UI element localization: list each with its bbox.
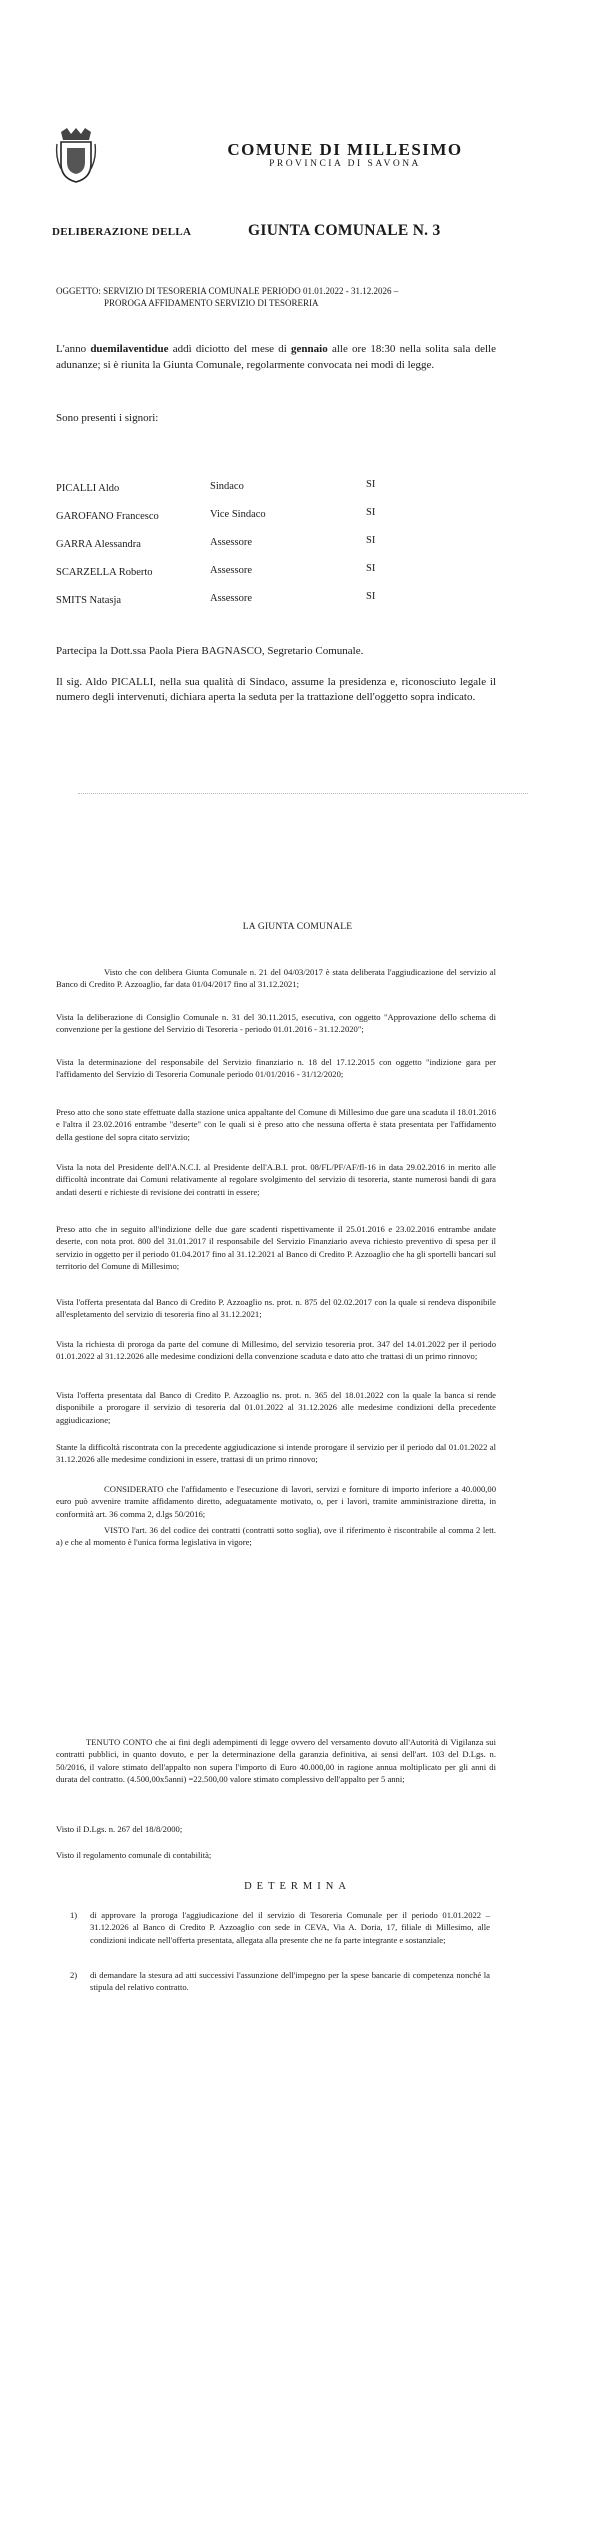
intro-text-2: addì diciotto del mese di (168, 343, 292, 355)
comune-crest (55, 126, 97, 184)
provincia-subtitle: PROVINCIA DI SAVONA (269, 159, 421, 169)
body-paragraph: Preso atto che sono state effettuate dalla stazione unica appaltante del Comune di Millesimo due gare una scaduta il 18.01.2016 e l'altra il 23.02.2016 entrambe "deserte" con le quali si è preso atto che nessuna offerta è stata presentata per l'affidamento della gestione del sopra citato servizio; (56, 1107, 496, 1142)
la-giunta-heading: LA GIUNTA COMUNALE (242, 922, 353, 932)
body-paragraph: Preso atto che in seguito all'indizione delle due gare scadenti rispettivamente il 25.01.2016 e 23.02.2016 entrambe andate deserte, con nota prot. 800 del 31.01.2017 il responsabile del Servizio Finanziario aveva richiesto preventivo di spesa per il servizio in oggetto per il periodo 01.04.2017 fino al 31.12.2021 al Banco di Credito P. Azzoaglio che ha gli sportelli bancari sul territorio del Comune di Millesimo; (56, 1224, 496, 1272)
intro-text-3: alle ore 18:30 nella solita sala delle adunanze; si è riunita la Giunta Comunale, regolarmente convocata nei modi di legge. (56, 343, 496, 371)
body-paragraph: CONSIDERATO che l'affidamento e l'esecuzione di lavori, servizi e forniture di importo inferiore a 40.000,00 euro può avvenire tramite affidamento diretto, adeguatamente motivato, o, per i lavori, tramite amministrazione diretta, in conformità art. 36 comma 2, d.lgs 50/2016; (56, 1484, 496, 1519)
list-item-text: di approvare la proroga l'aggiudicazione del il servizio di Tesoreria Comunale per il periodo 01.01.2022 – 31.12.2026 al Banco di Credito P. Azzoaglio con sede in CEVA, Via A. Doria, 17, filiale di Millesimo, alle condizioni indicate nell'offerta presentata, allegata alla presente che ne fa parte integrante e sostanziale; (90, 1910, 490, 1945)
body-paragraph: Vista la deliberazione di Consiglio Comunale n. 31 del 30.11.2015, esecutiva, con oggetto "Approvazione dello schema di convenzione per la gestione del Servizio di Tesoreria - periodo 01.01.2016 - 31.12.2020"; (56, 1012, 496, 1035)
intro-paragraph (56, 342, 496, 373)
member-role: Assessore (210, 593, 252, 604)
body-paragraph: Vista l'offerta presentata dal Banco di Credito P. Azzoaglio ns. prot. n. 875 del 02.02.2017 con la quale si rendeva disponibile all'espletamento del servizio di tesoreria fino al 31.12.2021; (56, 1297, 496, 1320)
member-name: GARRA Alessandra (56, 539, 141, 550)
member-role: Vice Sindaco (210, 509, 266, 520)
presidenza-paragraph: Il sig. Aldo PICALLI, nella sua qualità di Sindaco, assume la presidenza e, riconosciuto legale il numero degli intervenuti, dichiara aperta la seduta per la trattazione dell'oggetto sopra indicato. (56, 676, 496, 703)
body-paragraph: Vista la nota del Presidente dell'A.N.C.I. al Presidente dell'A.B.I. prot. 08/FL/PF/AF/fl-16 in data 29.02.2016 in merito alle difficoltà incontrate dai Comuni relativamente al regolare svolgimento del servizio di tesoreria, stante numerosi bandi di gara andati deserti e richieste di revisione dei contratti in essere; (56, 1162, 496, 1197)
member-present: SI (366, 507, 376, 518)
member-role: Assessore (210, 565, 252, 576)
list-item-text: di demandare la stesura ad atti successivi l'assunzione dell'impegno per la spese bancarie di competenza nonché la stipula del relativo contratto. (90, 1970, 490, 1993)
list-item-number: 1) (70, 1910, 78, 1920)
oggetto-line-1: OGGETTO: SERVIZIO DI TESORERIA COMUNALE PERIODO 01.01.2022 - 31.12.2026 – (56, 286, 399, 296)
body-paragraph: Visto il D.Lgs. n. 267 del 18/8/2000; (56, 1824, 183, 1834)
presenti-label: Sono presenti i signori: (56, 412, 159, 424)
comune-title: COMUNE DI MILLESIMO (227, 140, 463, 159)
dotted-separator (78, 793, 528, 794)
member-present: SI (366, 535, 376, 546)
body-paragraph: TENUTO CONTO che ai fini degli adempimenti di legge ovvero del versamento dovuto all'Autorità di Vigilanza sui contratti pubblici, in quanto dovuto, e per la determinazione della garanzia definitiva, ai sensi dell'art. 103 del D.Lgs. n. 50/2016, il valore stimato dell'appalto non supera l'importo di Euro 40.000,00 in ragione annua moltiplicato per gli anni di durata del contratto. (4.500,00x5anni) =22.500,00 valore stimato complessivo dell'appalto per 5 anni; (56, 1737, 496, 1785)
intro-year: duemilaventidue (90, 343, 169, 355)
segretario-paragraph: Partecipa la Dott.ssa Paola Piera BAGNASCO, Segretario Comunale. (56, 645, 364, 657)
member-role: Assessore (210, 537, 252, 548)
body-paragraph: Vista l'offerta presentata dal Banco di Credito P. Azzoaglio ns. prot. n. 365 del 18.01.2022 con la quale la banca si rende disponibile a prorogare il servizio di tesoreria dal 01.01.2022 al 31.12.2026 alle medesime condizioni della precedente aggiudicazione; (56, 1390, 496, 1425)
member-name: PICALLI Aldo (56, 483, 120, 494)
intro-month: gennaio (291, 343, 328, 355)
body-paragraph: Stante la difficoltà riscontrata con la precedente aggiudicazione si intende prorogare il servizio per il periodo dal 01.01.2022 al 31.12.2026 alle medesime condizioni in essere, trattasi di un primo rinnovo; (56, 1442, 496, 1465)
body-paragraph: VISTO l'art. 36 del codice dei contratti (contratti sotto soglia), ove il riferimento è riscontrabile al comma 2 lett. a) e che al momento è l'unica forma legislativa in vigore; (56, 1525, 496, 1548)
member-role: Sindaco (210, 481, 244, 492)
member-name: SMITS Natasja (56, 595, 122, 606)
determina-heading: DETERMINA (244, 1881, 351, 1892)
intro-text-1: L'anno (56, 343, 91, 355)
member-present: SI (366, 563, 376, 574)
deliberazione-label: DELIBERAZIONE DELLA (52, 226, 192, 238)
member-present: SI (366, 591, 376, 602)
body-paragraph: Vista la determinazione del responsabile del Servizio finanziario n. 18 del 17.12.2015 con oggetto "indizione gara per l'affidamento del Servizio di Tesoreria Comunale periodo 01/01/2016 - 31/12/2020; (56, 1057, 496, 1080)
list-item-number: 2) (70, 1970, 78, 1980)
body-paragraph: Visto che con delibera Giunta Comunale n. 21 del 04/03/2017 è stata deliberata l'aggiudicazione del servizio al Banco di Credito P. Azzoaglio, far data 01/04/2017 fino al 31.12.2021; (56, 967, 496, 990)
oggetto-line-2: PROROGA AFFIDAMENTO SERVIZIO DI TESORERIA (104, 298, 319, 308)
body-paragraph: Visto il regolamento comunale di contabilità; (56, 1850, 212, 1860)
member-name: SCARZELLA Roberto (56, 567, 153, 578)
body-paragraph: Vista la richiesta di proroga da parte del comune di Millesimo, del servizio tesoreria prot. 347 del 14.01.2022 per il periodo 01.01.2022 al 31.12.2026 alle medesime condizioni della convenzione scaduta e dato atto che trattasi di un primo rinnovo; (56, 1339, 496, 1362)
oggetto (56, 285, 496, 309)
member-present: SI (366, 479, 376, 490)
member-name: GAROFANO Francesco (56, 511, 159, 522)
deliberazione-title: GIUNTA COMUNALE N. 3 (248, 222, 441, 239)
